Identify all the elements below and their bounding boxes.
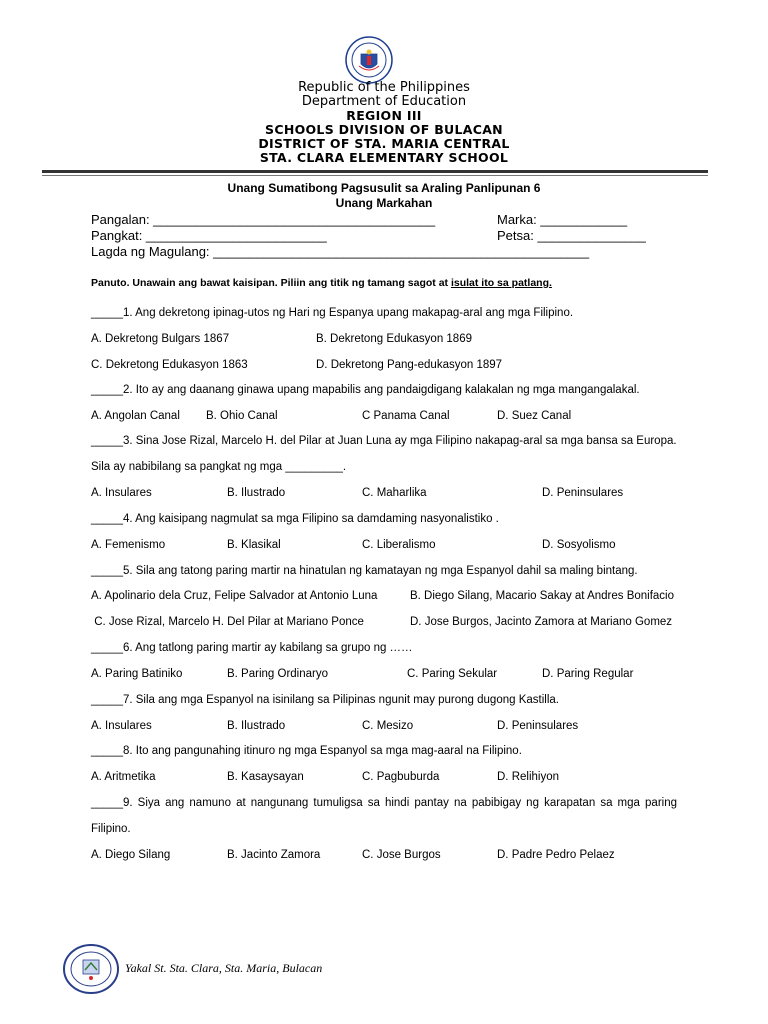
question-9-option-b: B. Jacinto Zamora	[227, 849, 321, 861]
question-3: _____3. Sina Jose Rizal, Marcelo H. del Pilar at Juan Luna ay mga Filipino nakapag-aral sa mga bansa sa Europa.	[91, 435, 677, 447]
question-3-option-b: B. Ilustrado	[227, 487, 286, 499]
question-8-option-a: A. Aritmetika	[91, 771, 156, 783]
question-4-option-b: B. Klasikal	[227, 539, 281, 551]
question-8-option-d: D. Relihiyon	[497, 771, 559, 783]
pangalan-field[interactable]: Pangalan: _______________________________________	[91, 212, 436, 227]
question-5-option-a: A. Apolinario dela Cruz, Felipe Salvador at Antonio Luna	[91, 590, 378, 602]
marka-field[interactable]: Marka: ____________	[497, 212, 628, 227]
question-4-option-c: C. Liberalismo	[362, 539, 436, 551]
header-department: Department of Education	[301, 94, 467, 109]
question-3-option-c: C. Maharlika	[362, 487, 427, 499]
question-1-option-b: B. Dekretong Edukasyon 1869	[316, 333, 472, 345]
pangkat-field[interactable]: Pangkat: _________________________	[91, 228, 327, 243]
exam-subtitle: Unang Markahan	[335, 196, 433, 210]
lagda-field[interactable]: Lagda ng Magulang: ____________________________________________________	[91, 244, 590, 259]
question-6-option-c: C. Paring Sekular	[407, 668, 498, 680]
school-logo	[63, 944, 119, 994]
question-2-option-d: D. Suez Canal	[497, 410, 572, 422]
question-8-option-b: B. Kasaysayan	[227, 771, 304, 783]
question-3-option-d: D. Peninsulares	[542, 487, 624, 499]
instructions-underlined: isulat ito sa patlang.	[450, 277, 552, 289]
question-1-option-a: A. Dekretong Bulgars 1867	[91, 333, 230, 345]
question-7: _____7. Sila ang mga Espanyol na isinilang sa Pilipinas ngunit may purong dugong Kastilla.	[91, 694, 559, 706]
question-9-option-a: A. Diego Silang	[91, 849, 171, 861]
question-6: _____6. Ang tatlong paring martir ay kabilang sa grupo ng ……	[91, 642, 413, 654]
header-district: DISTRICT OF STA. MARIA CENTRAL	[258, 136, 510, 151]
question-1-option-c: C. Dekretong Edukasyon 1863	[91, 359, 248, 371]
question-2-option-a: A. Angolan Canal	[91, 410, 180, 422]
question-5-option-c: C. Jose Rizal, Marcelo H. Del Pilar at Mariano Ponce	[91, 616, 364, 628]
question-6-option-d: D. Paring Regular	[542, 668, 634, 680]
question-6-option-a: A. Paring Batiniko	[91, 668, 183, 680]
question-4-option-d: D. Sosyolismo	[542, 539, 616, 551]
question-5: _____5. Sila ang tatong paring martir na hinatulan ng kamatayan ng mga Espanyol dahil sa maling bintang.	[91, 565, 638, 577]
header-region: REGION III	[346, 108, 422, 123]
petsa-field[interactable]: Petsa: _______________	[497, 228, 646, 243]
header-divider-thin	[42, 175, 708, 176]
header-division: SCHOOLS DIVISION OF BULACAN	[265, 122, 503, 137]
question-2-option-c: C Panama Canal	[362, 410, 450, 422]
question-5-option-b: B. Diego Silang, Macario Sakay at Andres Bonifacio	[410, 590, 675, 602]
question-9: _____9. Siya ang namuno at nangunang tumuligsa sa hindi pantay na pabibigay ng karapatan sa mga paring	[91, 797, 677, 809]
instructions-text: Panuto. Unawain ang bawat kaisipan. Piliin ang titik ng tamang sagot at	[91, 277, 451, 289]
question-1-option-d: D. Dekretong Pang-edukasyon 1897	[316, 359, 503, 371]
question-3-line-2: Sila ay nabibilang sa pangkat ng mga _________.	[91, 461, 347, 473]
question-9-line-2: Filipino.	[91, 823, 131, 835]
question-2: _____2. Ito ay ang daanang ginawa upang mapabilis ang pandaigdigang kalakalan ng mga mangangalakal.	[91, 384, 640, 396]
question-9-option-c: C. Jose Burgos	[362, 849, 441, 861]
question-6-option-b: B. Paring Ordinaryo	[227, 668, 328, 680]
question-8-option-c: C. Pagbuburda	[362, 771, 440, 783]
question-3-option-a: A. Insulares	[91, 487, 152, 499]
question-1: _____1. Ang dekretong ipinag-utos ng Hari ng Espanya upang makapag-aral ang mga Filipino.	[91, 307, 574, 319]
question-4: _____4. Ang kaisipang nagmulat sa mga Filipino sa damdaming nasyonalistiko .	[91, 513, 499, 525]
question-7-option-b: B. Ilustrado	[227, 720, 286, 732]
question-8: _____8. Ito ang pangunahing itinuro ng mga Espanyol sa mga mag-aaral na Filipino.	[91, 745, 522, 757]
question-4-option-a: A. Femenismo	[91, 539, 166, 551]
header-republic: Republic of the Philippines	[298, 80, 470, 95]
header-divider-thick	[42, 170, 708, 173]
exam-title: Unang Sumatibong Pagsusulit sa Araling Panlipunan 6	[227, 181, 541, 195]
question-9-option-d: D. Padre Pedro Pelaez	[497, 849, 615, 861]
question-5-option-d: D. Jose Burgos, Jacinto Zamora at Mariano Gomez	[410, 616, 673, 628]
school-address: Yakal St. Sta. Clara, Sta. Maria, Bulacan	[125, 961, 323, 975]
instructions	[91, 277, 552, 289]
question-7-option-c: C. Mesizo	[362, 720, 414, 732]
header-school: STA. CLARA ELEMENTARY SCHOOL	[259, 150, 509, 165]
question-7-option-a: A. Insulares	[91, 720, 152, 732]
deped-seal-logo	[345, 36, 393, 84]
question-7-option-d: D. Peninsulares	[497, 720, 579, 732]
question-2-option-b: B. Ohio Canal	[206, 410, 278, 422]
